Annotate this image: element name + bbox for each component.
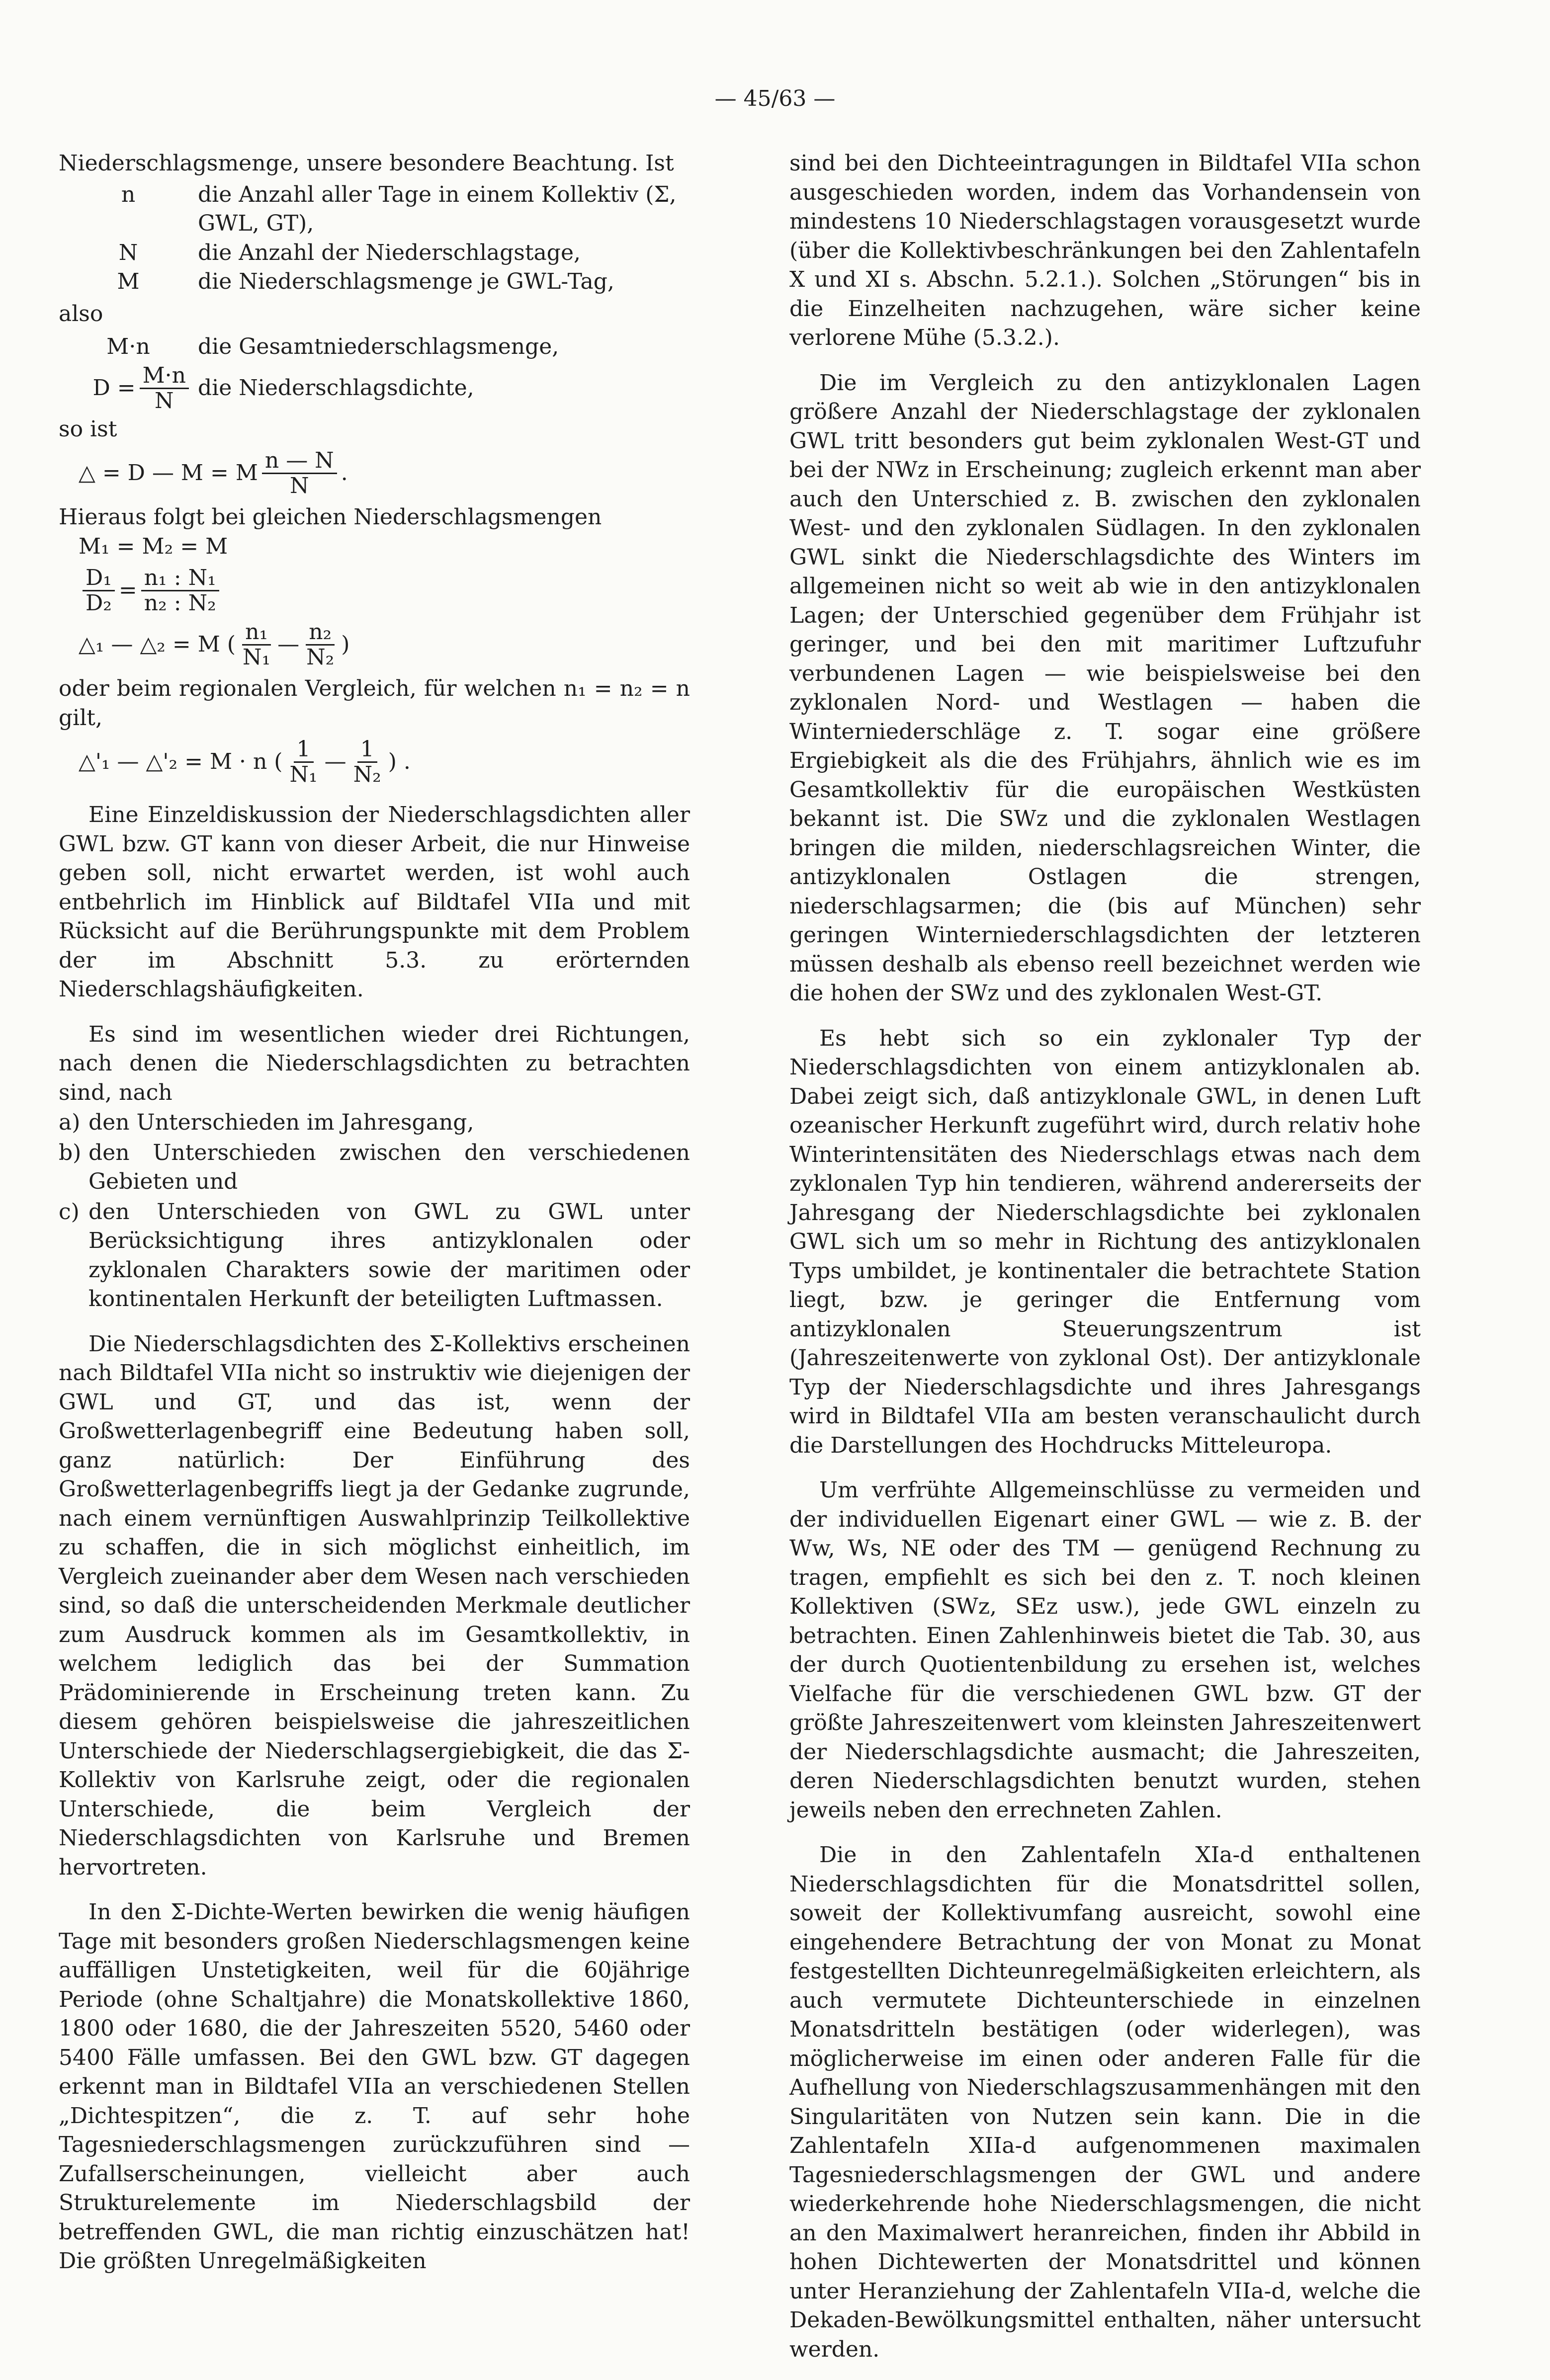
equation-symbol: M·n	[106, 334, 150, 359]
fraction-denominator: N₁	[289, 762, 318, 787]
equation-minus: —	[324, 749, 346, 775]
fraction	[240, 620, 273, 669]
list-item-label: c)	[59, 1199, 80, 1225]
definition-list	[59, 180, 690, 297]
list-item	[59, 1198, 690, 1314]
intro-text: Niederschlagsmenge, unsere besondere Beachtung. Ist	[59, 151, 674, 176]
equation-text: die Gesamtniederschlagsmenge,	[198, 334, 559, 359]
definition-item	[59, 239, 690, 268]
definition-text: die Anzahl aller Tage in einem Kollektiv (Σ, GWL, GT),	[198, 181, 677, 236]
list-item-label: b)	[59, 1140, 82, 1165]
fraction-numerator: D₁	[83, 566, 115, 591]
equation-end: .	[341, 460, 348, 486]
right-column	[789, 149, 1421, 2380]
paragraph: Eine Einzeldiskussion der Niederschlagsdichten aller GWL bzw. GT kann von dieser Arbeit, die nur Hinweise geben soll, nicht erwartet werden, ist wohl auch entbehrlich im Hinblick auf Bildtafel VIIa und mit Rücksicht auf die Berührungspunkte mit dem Problem der im Abschnitt 5.3. zu erörternden Niederschlagshäufigkeiten.	[59, 802, 690, 1002]
fraction-numerator: 1	[357, 738, 377, 763]
fraction-numerator: n₁ : N₁	[141, 566, 219, 591]
equation-close: ) .	[388, 749, 411, 775]
list-item-text: den Unterschieden zwischen den verschiedenen Gebieten und	[88, 1140, 690, 1194]
fraction	[262, 449, 337, 498]
equation-text: M₁ = M₂ = M	[79, 533, 228, 559]
page-number: — 45/63 —	[714, 86, 836, 111]
equation-lhs: △'₁ — △'₂ = M · n (	[79, 749, 283, 775]
fraction-denominator: n₂ : N₂	[144, 590, 216, 616]
also-text: also	[59, 301, 103, 327]
fraction	[83, 566, 115, 615]
list-item	[59, 1139, 690, 1197]
fraction	[286, 738, 320, 787]
paragraph: In den Σ-Dichte-Werten bewirken die wenig häufigen Tage mit besonders großen Niederschlagsmengen keine auffälligen Unstetigkeiten, weil für die 60jährige Periode (ohne Schaltjahre) die Monatskollektive 1860, 1800 oder 1680, die der Jahreszeiten 5520, 5460 oder 5400 Fälle umfassen. Bei den GWL bzw. GT dagegen erkennt man in Bildtafel VIIa an verschiedenen Stellen „Dichtespitzen“, die z. T. auf sehr hohe Tagesniederschlagsmengen zurückzuführen sind — Zufallserscheinungen, vielleicht aber auch Strukturelemente im Niederschlagsbild der betreffenden GWL, die man richtig einzuschätzen hat! Die größten Unregelmäßigkeiten	[59, 1899, 690, 2274]
fraction-denominator: N	[290, 473, 309, 498]
fraction-numerator: M·n	[140, 364, 189, 389]
fraction	[350, 738, 384, 787]
paragraph: Die in den Zahlentafeln XIa-d enthaltenen Niederschlagsdichten für die Monatsdrittel sollen, soweit der Kollektivumfang ausreicht, sowohl eine eingehendere Betrachtung der von Monat zu Monat festgestellten Dichteunregelmäßigkeiten erleichtern, als auch vermutete Dichteunterschiede in einzelnen Monatsdritteln bestätigen (oder widerlegen), was möglicherweise im einen oder anderen Falle für die Aufhellung von Niederschlagszusammenhängen mit den Singularitäten von Nutzen sein kann. Die in die Zahlentafeln XIIa-d aufgenommenen maximalen Tagesniederschlagsmengen der GWL und andere wiederkehrende hohe Niederschlagsmengen, die nicht an den Maximalwert heranreichen, finden ihr Abbild in hohen Dichtewerten der Monatsdrittel und können unter Heranziehung der Zahlentafeln VIIa-d, welche die Dekaden-Bewölkungsmittel enthalten, näher untersucht werden.	[789, 1842, 1421, 2362]
equation-delta-difference	[79, 620, 690, 669]
equation-density	[59, 364, 690, 413]
fraction-numerator: n₂	[306, 620, 335, 646]
equation-regional	[79, 738, 690, 787]
fraction-denominator: D₂	[86, 590, 112, 616]
equation-text: die Niederschlagsdichte,	[198, 375, 474, 401]
fraction	[141, 566, 219, 615]
fraction-denominator: N	[155, 388, 174, 413]
direction-list	[59, 1108, 690, 1314]
list-item-label: a)	[59, 1110, 81, 1135]
fraction-numerator: 1	[294, 738, 314, 763]
hieraus-text: Hieraus folgt bei gleichen Niederschlagsmengen	[59, 504, 602, 530]
paragraph: Es hebt sich so ein zyklonaler Typ der Niederschlagsdichten von einem antizyklonalen ab. Dabei zeigt sich, daß antizyklonale GWL, in denen Luft ozeanischer Herkunft zugeführt wird, durch relativ hohe Winterintensitäten des Niederschlags etwas nach dem zyklonalen Typ hin tendieren, während andererseits der Jahresgang der Niederschlagsdichte bei zyklonalen GWL sich um so mehr in Richtung des antizyklonalen Typs umbildet, je kontinentaler die betrachtete Station liegt, bzw. je geringer die Entfernung vom antizyklonalen Steuerungszentrum ist (Jahreszeitenwerte von zyklonal Ost). Der antizyklonale Typ der Niederschlagsdichte und ihres Jahresgangs wird in Bildtafel VIIa am besten veranschaulicht durch die Darstellungen des Hochdrucks Mitteleuropa.	[789, 1025, 1421, 1458]
equation-total	[59, 332, 690, 362]
so-ist-text: so ist	[59, 416, 117, 442]
equation-lhs: △₁ — △₂ = M (	[79, 632, 236, 657]
equation-ratio	[79, 566, 690, 615]
paragraph: Es sind im wesentlichen wieder drei Richtungen, nach denen die Niederschlagsdichten zu betrachten sind, nach	[59, 1021, 690, 1105]
fraction-numerator: n — N	[262, 449, 337, 474]
equation-delta	[79, 449, 690, 498]
definition-symbol: N	[118, 240, 138, 265]
equation-lhs: D =	[92, 375, 136, 401]
paragraph: Die im Vergleich zu den antizyklonalen Lagen größere Anzahl der Niederschlagstage der zyklonalen GWL tritt besonders gut beim zyklonalen West-GT und bei der NWz in Erscheinung; zugleich erkennt man aber auch den Unterschied z. B. zwischen den zyklonalen West- und den zyklonalen Südlagen. In den zyklonalen GWL sinkt die Niederschlagsdichte des Winters im allgemeinen nicht so weit ab wie in den antizyklonalen Lagen; der Unterschied gegenüber dem Frühjahr ist geringer, und bei den mit maritimer Luftzufuhr verbundenen Lagen — wie beispielsweise bei den zyklonalen Nord- und Westlagen — haben die Winterniederschläge z. T. sogar eine größere Ergiebigkeit als die des Frühjahrs, ähnlich wie es im Gesamtkollektiv für die europäischen Westküsten bekannt ist. Die SWz und die zyklonalen Westlagen bringen die milden, niederschlagsreichen Winter, die antizyklonalen Ostlagen die strengen, niederschlagsarmen; die (bis auf München) sehr geringen Winterniederschlagsdichten der letzteren müssen deshalb als ebenso reell bezeichnet werden wie die hohen der SWz und des zyklonalen West-GT.	[789, 370, 1421, 1006]
paragraph: Die Niederschlagsdichten des Σ-Kollektivs erscheinen nach Bildtafel VIIa nicht so instruktiv wie diejenigen der GWL und GT, und das ist, wenn der Großwetterlagenbegriff eine Bedeutung haben soll, ganz natürlich: Der Einführung des Großwetterlagenbegriffs liegt ja der Gedanke zugrunde, nach einem vernünftigen Auswahlprinzip Teilkollektive zu schaffen, die in sich möglichst einheitlich, im Vergleich zueinander aber dem Wesen nach verschieden sind, so daß die unterscheidenden Merkmale deutlicher zum Ausdruck kommen als im Gesamtkollektiv, in welchem lediglich das bei der Summation Prädominierende in Erscheinung treten kann. Zu diesem gehören beispielsweise die jahreszeitlichen Unterschiede der Niederschlagsergiebigkeit, die das Σ-Kollektiv von Karlsruhe zeigt, oder die regionalen Unterschiede, die beim Vergleich der Niederschlagsdichten von Karlsruhe und Bremen hervortreten.	[59, 1331, 690, 1880]
fraction	[303, 620, 337, 669]
equation-close: )	[341, 632, 350, 657]
left-column	[59, 149, 690, 2292]
definition-symbol: M	[117, 269, 140, 294]
fraction-denominator: N₁	[242, 645, 271, 670]
equation-equals: =	[118, 577, 137, 603]
definition-item	[59, 180, 690, 239]
fraction-denominator: N₂	[353, 762, 381, 787]
definition-item	[59, 267, 690, 297]
list-item-text: den Unterschieden von GWL zu GWL unter Berücksichtigung ihres antizyklonalen oder zyklonalen Charakters sowie der maritimen oder kontinentalen Herkunft der beteiligten Luftmassen.	[88, 1199, 690, 1312]
list-item-text: den Unterschieden im Jahresgang,	[88, 1110, 474, 1135]
list-item	[59, 1108, 690, 1138]
fraction	[140, 364, 189, 413]
equation-equal-amounts	[79, 532, 690, 562]
equation-minus: —	[277, 632, 300, 657]
definition-text: die Anzahl der Niederschlagstage,	[198, 240, 581, 265]
fraction-numerator: n₁	[242, 620, 271, 646]
equation-lhs: △ = D — M = M	[79, 460, 258, 486]
fraction-denominator: N₂	[306, 645, 335, 670]
paragraph: Um verfrühte Allgemeinschlüsse zu vermeiden und der individuellen Eigenart einer GWL — wie z. B. der Ww, Ws, NE oder des TM — genügend Rechnung zu tragen, empfiehlt es sich bei den z. T. noch kleinen Kollektiven (SWz, SEz usw.), jede GWL einzeln zu betrachten. Einen Zahlenhinweis bietet die Tab. 30, aus der durch Quotientenbildung zu ersehen ist, welches Vielfache für die verschiedenen GWL bzw. GT der größte Jahreszeitenwert vom kleinsten Jahreszeitenwert der Niederschlagsdichte ausmacht; die Jahreszeiten, deren Niederschlagsdichten benutzt wurden, stehen jeweils neben den errechneten Zahlen.	[789, 1477, 1421, 1823]
oder-text: oder beim regionalen Vergleich, für welchen n₁ = n₂ = n gilt,	[59, 676, 690, 731]
paragraph: sind bei den Dichteeintragungen in Bildtafel VIIa schon ausgeschieden worden, indem das Vorhandensein von mindestens 10 Niederschlagstagen vorausgesetzt wurde (über die Kollektivbeschränkungen bei den Zahlentafeln X und XI s. Abschn. 5.2.1.). Solchen „Störungen“ bis in die Einzelheiten nachzugehen, wäre sicher keine verlorene Mühe (5.3.2.).	[789, 151, 1421, 350]
definition-symbol: n	[121, 181, 136, 207]
definition-text: die Niederschlagsmenge je GWL-Tag,	[198, 269, 614, 294]
